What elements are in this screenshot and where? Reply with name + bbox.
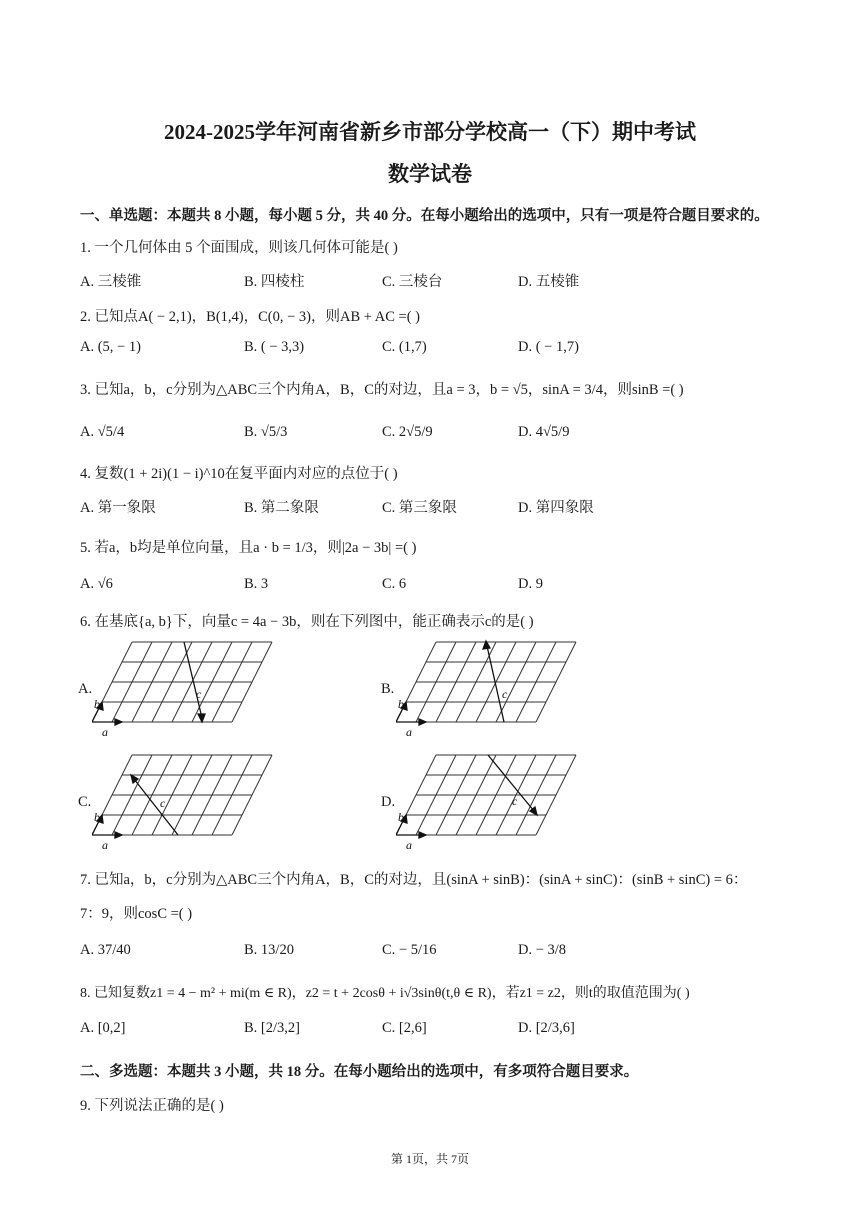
question-5-stem: 5. 若a，b均是单位向量，且a · b = 1/3，则|2a − 3b| =( ) bbox=[80, 540, 417, 556]
q6-figure-c bbox=[92, 749, 280, 851]
question-9-stem: 9. 下列说法正确的是( ) bbox=[80, 1098, 224, 1114]
q6-option-c-label: C. bbox=[78, 794, 92, 810]
figure-a-label-a: a bbox=[102, 725, 108, 738]
figure-d-label-b: b bbox=[398, 810, 404, 824]
q2-option-d: D. ( − 1,7) bbox=[518, 339, 579, 355]
question-4-stem: 4. 复数(1 + 2i)(1 − i)^10在复平面内对应的点位于( ) bbox=[80, 466, 398, 482]
q3-option-d: D. 4√5/9 bbox=[518, 424, 570, 440]
question-1-stem: 1. 一个几何体由 5 个面围成，则该几何体可能是( ) bbox=[80, 240, 398, 256]
q3-option-b: B. √5/3 bbox=[244, 424, 288, 440]
q7-option-a: A. 37/40 bbox=[80, 942, 131, 958]
section-single-choice: 一、单选题：本题共 8 小题，每小题 5 分，共 40 分。在每小题给出的选项中，只有一项是符合题目要求的。 bbox=[80, 208, 769, 224]
q1-option-c: C. 三棱台 bbox=[382, 274, 443, 290]
q3-option-a: A. √5/4 bbox=[80, 424, 125, 440]
q4-option-c: C. 第三象限 bbox=[382, 500, 457, 516]
q5-option-a: A. √6 bbox=[80, 576, 113, 592]
q6-option-a-label: A. bbox=[78, 681, 93, 697]
question-2-stem: 2. 已知点A( − 2,1)，B(1,4)，C(0, − 3)，则AB + AC =( ) bbox=[80, 309, 421, 325]
page-subtitle: 数学试卷 bbox=[388, 162, 472, 186]
q7-option-b: B. 13/20 bbox=[244, 942, 294, 958]
q2-option-c: C. (1,7) bbox=[382, 339, 427, 355]
question-8-stem: 8. 已知复数z1 = 4 − m² + mi(m ∈ R)，z2 = t + 2cosθ + i√3sinθ(t,θ ∈ R)，若z1 = z2，则t的取值范围为( ) bbox=[80, 986, 690, 1001]
q6-figure-d bbox=[396, 749, 584, 851]
question-3-stem: 3. 已知a，b，c分别为△ABC三个内角A，B，C的对边，且a = 3，b = √5，sinA = 3/4，则sinB =( ) bbox=[80, 382, 684, 398]
figure-b-label-c: c bbox=[502, 687, 508, 701]
q3-option-c: C. 2√5/9 bbox=[382, 424, 433, 440]
figure-a-label-c: c bbox=[196, 687, 202, 701]
q6-option-b-label: B. bbox=[381, 681, 395, 697]
q8-option-b: B. [2/3,2] bbox=[244, 1020, 300, 1036]
question-6-stem: 6. 在基底{a, b}下，向量c = 4a − 3b，则在下列图中，能正确表示c的是( ) bbox=[80, 614, 534, 630]
q8-option-d: D. [2/3,6] bbox=[518, 1020, 575, 1036]
q8-option-a: A. [0,2] bbox=[80, 1020, 126, 1036]
figure-b-label-a: a bbox=[406, 725, 412, 738]
q6-figure-a bbox=[92, 636, 280, 738]
figure-c-label-a: a bbox=[102, 838, 108, 851]
figure-c-label-c: c bbox=[160, 796, 166, 810]
question-7-stem-line1: 7. 已知a，b，c分别为△ABC三个内角A，B，C的对边，且(sinA + sinB)：(sinA + sinC)：(sinB + sinC) = 6： bbox=[80, 872, 748, 888]
question-7-stem-line2: 7：9，则cosC =( ) bbox=[80, 906, 193, 922]
figure-b-label-b: b bbox=[398, 697, 404, 711]
page-footer: 第 1页，共 7页 bbox=[390, 1152, 469, 1166]
q5-option-d: D. 9 bbox=[518, 576, 543, 592]
q1-option-a: A. 三棱锥 bbox=[80, 274, 142, 290]
q6-figure-b bbox=[396, 636, 584, 738]
q5-option-b: B. 3 bbox=[244, 576, 269, 592]
q2-option-a: A. (5, − 1) bbox=[80, 339, 141, 355]
figure-d-label-c: c bbox=[512, 794, 518, 808]
q4-option-a: A. 第一象限 bbox=[80, 500, 156, 516]
q5-option-c: C. 6 bbox=[382, 576, 407, 592]
q4-option-d: D. 第四象限 bbox=[518, 500, 594, 516]
section-multiple-choice: 二、多选题：本题共 3 小题，共 18 分。在每小题给出的选项中，有多项符合题目要求。 bbox=[80, 1064, 639, 1080]
q1-option-d: D. 五棱锥 bbox=[518, 274, 580, 290]
figure-d-label-a: a bbox=[406, 838, 412, 851]
q2-option-b: B. ( − 3,3) bbox=[244, 339, 305, 355]
q6-option-d-label: D. bbox=[381, 794, 396, 810]
figure-c-label-b: b bbox=[94, 810, 100, 824]
q4-option-b: B. 第二象限 bbox=[244, 500, 319, 516]
q8-option-c: C. [2,6] bbox=[382, 1020, 427, 1036]
q7-option-d: D. − 3/8 bbox=[518, 942, 567, 958]
figure-a-label-b: b bbox=[94, 697, 100, 711]
q1-option-b: B. 四棱柱 bbox=[244, 274, 305, 290]
q7-option-c: C. − 5/16 bbox=[382, 942, 437, 958]
page-title: 2024-2025学年河南省新乡市部分学校高一（下）期中考试 bbox=[164, 120, 696, 144]
